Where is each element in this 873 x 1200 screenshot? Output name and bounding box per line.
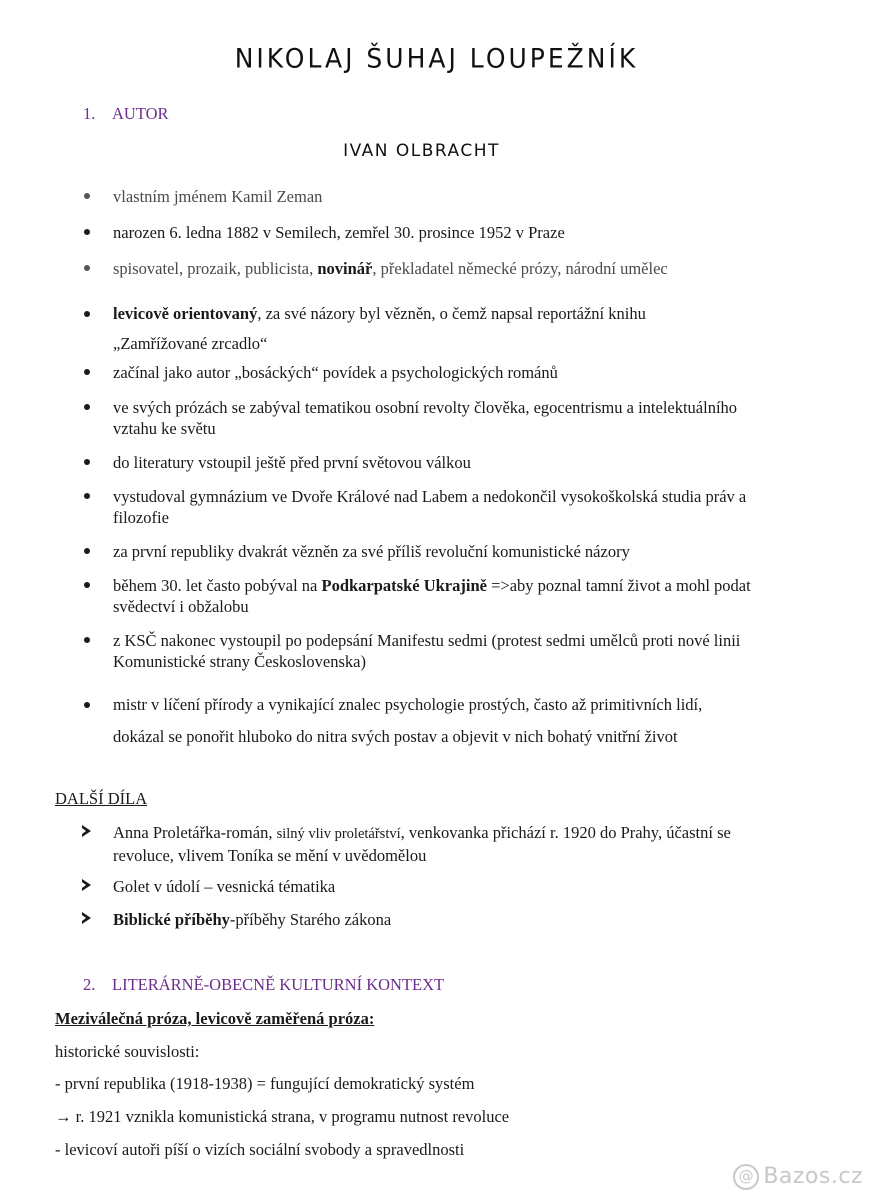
bullet-icon bbox=[84, 229, 90, 235]
bullet-icon bbox=[84, 369, 90, 375]
context-heading: Meziválečná próza, levicově zaměřená próza: bbox=[55, 1009, 375, 1028]
section-number: 2. bbox=[83, 975, 96, 994]
bullet-icon bbox=[84, 582, 90, 588]
list-item-text: Biblické příběhy-příběhy Starého zákona bbox=[113, 910, 392, 929]
arrow-bullet-icon bbox=[82, 912, 91, 924]
section-heading-autor bbox=[83, 104, 169, 124]
bullet-icon bbox=[84, 702, 90, 708]
bazos-logo-icon: @ bbox=[733, 1164, 759, 1190]
list-item-text: narozen 6. ledna 1882 v Semilech, zemřel 30. prosince 1952 v Praze bbox=[113, 223, 565, 242]
bullet-icon bbox=[84, 311, 90, 317]
list-item-text: spisovatel, prozaik, publicista, novinář, překladatel německé prózy, národní umělec bbox=[113, 259, 668, 278]
bullet-icon bbox=[84, 193, 90, 199]
context-line: → r. 1921 vznikla komunistická strana, v programu nutnost revoluce bbox=[55, 1107, 510, 1126]
document-title: NIKOLAJ ŠUHAJ LOUPEŽNÍK bbox=[234, 43, 639, 74]
section-number: 1. bbox=[83, 104, 96, 123]
bullet-icon bbox=[84, 548, 90, 554]
list-item-text: vlastním jménem Kamil Zeman bbox=[113, 187, 323, 206]
list-item-text: za první republiky dvakrát vězněn za své příliš revoluční komunistické názory bbox=[113, 542, 630, 561]
list-item-text: mistr v líčení přírody a vynikající znalec psychologie prostých, často až primitivních lidí, dokázal se ponořit hluboko do nitra svých postav a objevit v nich bohatý vnitřní život bbox=[113, 695, 703, 746]
arrow-bullet-icon bbox=[82, 825, 91, 837]
watermark-text: Bazos.cz bbox=[763, 1164, 863, 1189]
watermark bbox=[733, 1164, 863, 1190]
bullet-icon bbox=[84, 404, 90, 410]
list-item-text: levicově orientovaný, za své názory byl vězněn, o čemž napsal reportážní knihu „Zamřížované zrcadlo“ bbox=[113, 304, 646, 353]
arrow-bullet-icon bbox=[82, 879, 91, 891]
context-line: - první republika (1918-1938) = fungující demokratický systém bbox=[55, 1074, 475, 1093]
bullet-icon bbox=[84, 493, 90, 499]
bullet-icon bbox=[84, 459, 90, 465]
context-line: historické souvislosti: bbox=[55, 1042, 200, 1061]
section-label: LITERÁRNĚ-OBECNĚ KULTURNÍ KONTEXT bbox=[112, 975, 445, 994]
list-item-text: Golet v údolí – vesnická tématika bbox=[113, 877, 336, 896]
section-heading-kontext bbox=[83, 975, 444, 995]
list-item-text: začínal jako autor „bosáckých“ povídek a psychologických románů bbox=[113, 363, 558, 382]
list-item-text: během 30. let často pobýval na Podkarpatské Ukrajině =>aby poznal tamní život a mohl podat svědectví i obžalobu bbox=[113, 576, 751, 616]
list-item-text: z KSČ nakonec vystoupil po podepsání Manifestu sedmi (protest sedmi umělců proti nové linii Komunistické strany Československa) bbox=[113, 631, 741, 671]
author-name: IVAN OLBRACHT bbox=[343, 141, 500, 161]
other-works-heading: DALŠÍ DÍLA bbox=[55, 789, 148, 808]
context-line: - levicoví autoři píší o vizích sociální svobody a spravedlnosti bbox=[55, 1140, 465, 1159]
bullet-icon bbox=[84, 637, 90, 643]
bullet-icon bbox=[84, 265, 90, 271]
section-label: AUTOR bbox=[112, 104, 169, 123]
list-item-text: ve svých prózách se zabýval tematikou osobní revolty člověka, egocentrismu a intelektuálního vztahu ke světu bbox=[113, 398, 738, 438]
list-item-text: do literatury vstoupil ještě před první světovou válkou bbox=[113, 453, 471, 472]
list-item-text: Anna Proletářka-román, silný vliv proletářství, venkovanka přichází r. 1920 do Prahy, účastní se revoluce, vlivem Toníka se mění v uvědomělou bbox=[113, 823, 731, 865]
list-item-text: vystudoval gymnázium ve Dvoře Králové nad Labem a nedokončil vysokoškolská studia práv a filozofie bbox=[113, 487, 747, 527]
